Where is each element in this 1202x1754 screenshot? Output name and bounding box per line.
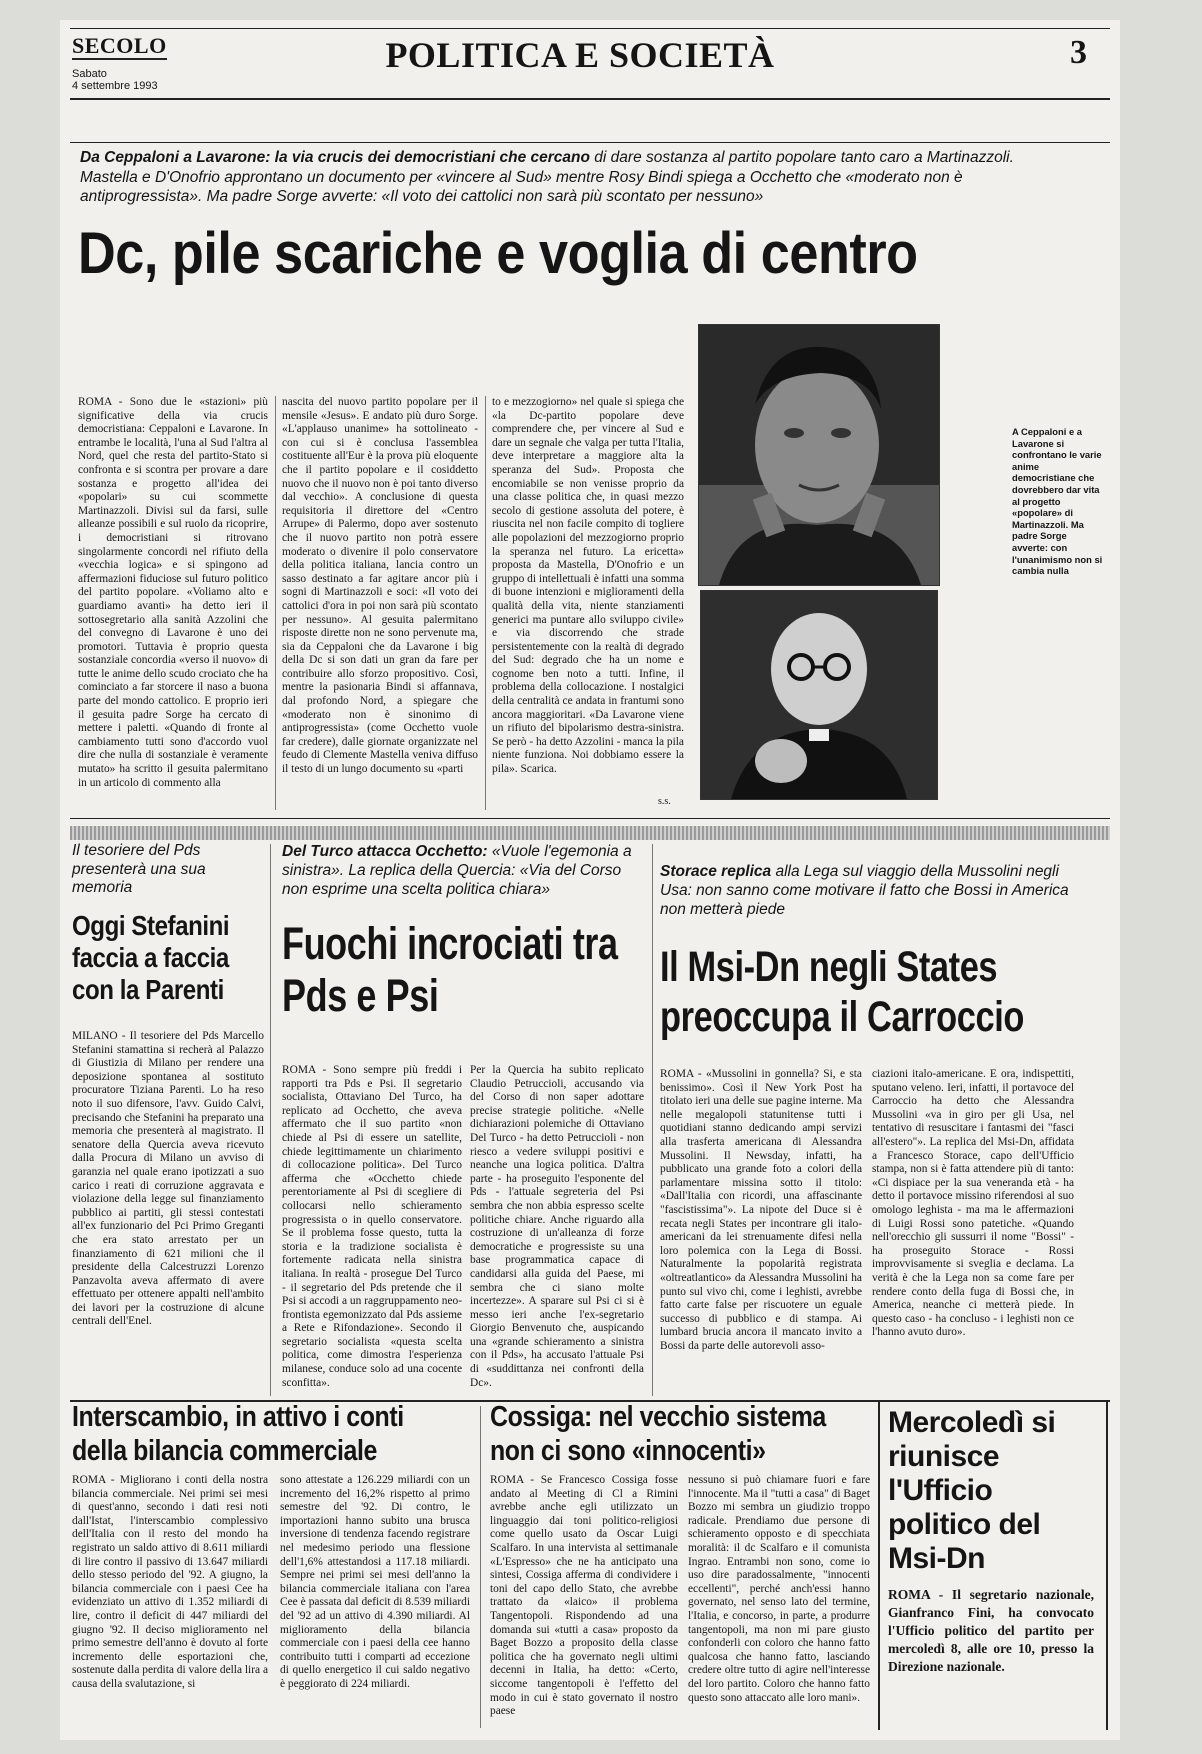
bilancia-body-col-2 <box>280 1474 470 1728</box>
fuochi-kicker <box>282 842 642 899</box>
cossiga-headline: Cossiga: nel vecchio sistema non ci sono «innocenti» <box>490 1401 826 1467</box>
masthead-rule <box>70 98 1110 100</box>
lead-kicker-rest: di dare sostanza al partito popolare tanto caro a Martinazzoli. Mastella e D'Onofrio approntano un documento per «vincere al Sud» mentre Rosy Bindi spiega a Occhetto che «moderato non è antiprogressista». Ma padre Sorge avverte: «Il voto dei cattolici non sarà più scontato per nessuno» <box>80 149 1014 205</box>
bilancia-headline: Interscambio, in attivo i conti della bilancia commerciale <box>72 1401 404 1467</box>
lead-body-text-2: nascita del nuovo partito popolare per il mensile «Jesus». E andato più duro Sorge. «L'applauso unanime» ha sottolineato - con cui si è conclusa l'assemblea costituente all'Eur è la prova più eloquente che il partito popolare e il cosiddetto nuovo che il nuovo non è poi tanto diverso dal vecchio». A conclusione di questa requisitoria il direttore del «Centro Arrupe» di Palermo, dopo aver sostenuto che il nuovo partito non potrà essere moderato o divenire il polo conservatore della politica italiana, lancia contro un sasso destinato a far agitare ancor più i sogni di Martinazzoli e soci: «Il voto dei cattolici d'ora in poi non sarà più scontato per nessuno». Al gesuita palermitano risposte dirette non ne sono pervenute ma, sia da Ceppaloni che da Lavarone i big della Dc si son dati un gran da fare per contribuire allo sforzo propositivo. Così, mentre la pasionaria Bindi si affannava, dal profondo Nord, a spiegare che «moderato non è sinonimo di antiprogressista» (come Occhetto vuole far credere), dalle giornate organizzate nel feudo di Clemente Mastella veniva diffuso il testo di un lungo documento su «parti <box>282 396 478 776</box>
stefanini-body-text: MILANO - Il tesoriere del Pds Marcello Stefanini stamattina si recherà al Palazzo di Giustizia di Milano per rendere una deposizione spontanea al sostituto procuratore Tiziana Parenti. Lo ha reso noto il suo difensore, l'avv. Guido Calvi, precisando che Stefanini ha preparato una memoria che presenterà al magistrato. Il senatore della Quercia aveva ricevuto dalla Procura di Milano un avviso di garanzia nel quale erano ipotizzati a suo carico i reati di corruzione aggravata e violazione della legge sul finanziamento pubblico ai partiti, gli stessi contestati all'ex funzionario del Pci Primo Greganti che era stato arrestato per un finanziamento di 621 milioni che il presidente della Calcestruzzi Lorenzo Panzavolta aveva affermato di avere effettuato per ottenere appalti nell'ambito dei lavori per la costruzione di alcune centrali dell'Enel. <box>72 1030 264 1328</box>
lead-box-bottom <box>70 818 1110 819</box>
lead-box-top <box>70 142 1110 143</box>
ufficio-body: ROMA - Il segretario nazionale, Gianfranco Fini, ha convocato l'Ufficio politico del partito per mercoledì 8, alle ore 10, presso la Direzione nazionale. <box>888 1587 1094 1674</box>
page-number: 3 <box>1070 34 1087 71</box>
photo-politician <box>698 324 940 586</box>
cossiga-body-col-1 <box>490 1474 678 1728</box>
col-divider <box>480 1406 481 1728</box>
photo-priest <box>700 590 938 800</box>
fuochi-body-col-1 <box>282 1064 462 1396</box>
fuochi-body-text-2: Per la Quercia ha subito replicato Claudio Petruccioli, accusando via del Corso di non saper adottare precise strategie politiche. «Nelle dichiarazioni polemiche di Ottaviano Del Turco - ha detto Petruccioli - non riesco a vedere sviluppi positivi e neanche una logica politica. D'altra parte - ha proseguito l'esponente del Pds - l'attuale segreteria del Psi sembra che non abbia espresso scelte politiche chiare. Anche riguardo alla costruzione di un'alleanza di forze democratiche e progressiste su una base programmatica capace di candidarsi alla guida del Paese, mi sembra che ci siano molte incertezze». A sparare sul Psi ci si è messo ieri anche l'ex-segretario Giorgio Benvenuto che, auspicando una «grande schieramento a sinistra con il Pds», ha accusato l'attuale Psi di «suddittanza nei confronti della Dc». <box>470 1064 644 1389</box>
section-divider <box>70 826 1110 840</box>
msi-body-text-1: ROMA - «Mussolini in gonnella? Si, e sta benissimo». Così il New York Post ha titolato ieri una delle sue pagine interne. Ma nelle megalopoli statunitense tutti i quotidiani stanno dedicando ampi servizi alla trasferta americana di Alessandra Mussolini. Il Newsday, infatti, ha pubblicato una grande foto a colori della parlamentare missina sotto il titolo: «Dall'Italia con ricordi, una affascinante "fascistissima"». La nipote del Duce si è recata negli States per incontrare gli italo-americani da lei strenuamente difesi nella loro polemica con la Lega di Bossi. Naturalmente la popolarità registrata «oltreatlantico» da Alessandra Mussolini ha punto sul vivo chi, come i leghisti, avrebbe fatto carte false per riscuotere un eguale successo di pubblico e di stampa. Ai lumbard brucia ancora il mancato invito a Bossi da parte delle autorevoli asso- <box>660 1068 862 1352</box>
bilancia-body-col-1 <box>72 1474 268 1728</box>
paper-name: SECOLO <box>72 33 167 58</box>
msi-body-text-2: ciazioni italo-americane. E ora, indispettiti, sputano veleno. Ieri, infatti, il portavoce del Carroccio ha detto che Alessandra Mussolini «va in giro per gli Usa, nel tentativo di resuscitare i fantasmi dei "fasci all'estero"». La replica del Msi-Dn, affidata a Francesco Storace, capo dell'Ufficio stampa, non si è fatta attendere più di tanto: «Ci dispiace per la sua veneranda età - ha detto il portavoce missino riferendosi al suo omologo leghista - ma ma le affermazioni di Luigi Rossi sono patetiche. «Quando nell'orecchio gli sussurri il nome "Bossi" - ha proseguito Storace - Rossi improvvisamente si sveglia e declama. La verità è che la Lega non sa come fare per rendere conto della fuga di Bossi che, in America, neanche ci metterà piede. In questo caso - ha concluso - i leghisti non ce l'hanno avuto duro». <box>872 1068 1074 1339</box>
lead-body-col-3 <box>492 396 684 794</box>
fuochi-kicker-rest: «Vuole l'egemonia a sinistra». La replica della Quercia: «Via del Corso non esprime una scelta politica chiara» <box>282 843 632 898</box>
newspaper-page <box>60 20 1120 1740</box>
masthead-rule-top <box>70 28 1110 29</box>
cossiga-body-text-1: ROMA - Se Francesco Cossiga fosse andato al Meeting di Cl a Rimini avrebbe anche egli utilizzato un linguaggio dai toni politico-religiosi come quello usato da Oscar Luigi Scalfaro. In una intervista al settimanale «L'Espresso» che ne ha anticipato una sintesi, Cossiga afferma di condividere i toni del capo dello Stato, che avrebbe trattato da «laico» il problema Tangentopoli. Rispondendo ad una domanda sui «tutti a casa» proposto da Baget Bozzo a proposito della classe politica che ha governato negli ultimi decenni in Italia, ha detto: «Certo, siccome tangentopoli è l'effetto del modo in cui è stato governato il nostro paese <box>490 1474 678 1718</box>
msi-kicker <box>660 862 1080 919</box>
masthead-date: 4 settembre 1993 <box>72 80 158 92</box>
col-divider <box>485 396 486 810</box>
photo-caption: A Ceppaloni e a Lavarone si confrontano le varie anime democristiane che dovrebbero dar vita al progetto «popolare» di Martinazzoli. Ma padre Sorge avverte: con l'unanimismo non si cambia nulla <box>1012 426 1103 577</box>
lead-byline: s.s. <box>658 796 671 807</box>
msi-body-col-2 <box>872 1068 1074 1396</box>
lead-body-col-2 <box>282 396 478 810</box>
msi-kicker-rest: alla Lega sul viaggio della Mussolini negli Usa: non sanno come motivare il fatto che Bossi in America non metterà piede <box>660 863 1069 918</box>
fuochi-body-text-1: ROMA - Sono sempre più freddi i rapporti tra Pds e Psi. Il segretario socialista, Ottaviano Del Turco, ha replicato ad Occhetto, che aveva affermato che il suo partito «non chiede al Psi di essere un satellite, chiede legittimamente un chiarimento di collocazione politica». Del Turco afferma che «Occhetto chiede perentoriamente al Psi di scegliere di collocarsi nello schieramento progressista o in quello conservatore. Se il problema fosse questo, tutta la storia e la tradizione socialista è fortemente radicata nella sinistra italiana. In realtà - prosegue Del Turco - il segretario del Pds pretende che il Psi si accodi a un raggruppamento neo-frontista egemonizzato dal Pds assieme a Rete e Rifondazione». Secondo il segretario socialista «questa scelta politica, come dimostra l'esperienza milanese, conduce solo ad una cocente sconfitta». <box>282 1064 462 1389</box>
fuochi-headline: Fuochi incrociati tra Pds e Psi <box>282 918 618 1021</box>
fuochi-body-col-2 <box>470 1064 644 1396</box>
stefanini-headline: Oggi Stefanini faccia a faccia con la Parenti <box>72 910 230 1005</box>
cossiga-body-col-2 <box>688 1474 870 1728</box>
msi-headline: Il Msi-Dn negli States preoccupa il Carroccio <box>660 943 1024 1041</box>
section-title: POLITICA E SOCIETÀ <box>385 35 775 75</box>
stefanini-body <box>72 1030 264 1392</box>
msi-body-col-1 <box>660 1068 862 1396</box>
lead-headline: Dc, pile scariche e voglia di centro <box>78 221 918 286</box>
col-divider <box>275 396 276 810</box>
lead-body-text-3: to e mezzogiorno» nel quale si spiega che «la Dc-partito popolare deve comprendere che, per vincere al Sud e dare un segnale che valga per tutta l'Italia, deve interpretare a maggiore alta la speranza del Sud». Proposta che encomiabile se non venisse proprio da una classe politica che, in quasi mezzo secolo di gestione assoluta del potere, è riuscita nel non facile compito di togliere alle popolazioni del mezzogiorno proprio la speranza nel futuro. La ericetta» proposta da Mastella, D'Onofrio e un gruppo di intellettuali è infatti una somma di buone intenzioni e miglioramenti della qualità della vita, niente stanziamenti generici ma puntare allo sviluppo civile» e via discorrendo che strade persistentemente con la realtà di degrado del Sud: degrado che ha un nome e cognome ben noto a tutti. Infine, il problema della collocazione. I nostalgici della centralità ce andata in frantumi sono ancora maggioritari. «Da Lavarone viene un rifiuto del bipolarismo destra-sinistra. Se però - ha detto Azzolini - manca la pila niente funziona. Noi dobbiamo essere la pila». Scarica. <box>492 396 684 776</box>
fuochi-kicker-bold: Del Turco attacca Occhetto: <box>282 843 488 860</box>
col-divider <box>270 844 271 1396</box>
col-divider <box>652 844 653 1396</box>
cossiga-body-text-2: nessuno si può chiamare fuori e fare l'innocente. Ma il "tutti a casa" di Baget Bozzo mi sembra un giudizio troppo radicale. Prendiamo due persone di schieramento opposto e di specchiata moralità: il dc Scalfaro e il comunista Ingrao. Entrambi non sono, come io uso dire paradossalmente, "innocenti eccellenti", perché anch'essi hanno governato, nel senso lato del termine, l'Italia, e concorso, in parte, a produrre tangentopoli, ma non mi pare giusto confonderli con coloro che hanno fatto qualcosa che hanno fatto, lasciando credere oltre tutto di agire nell'interesse del loro partito. Coloro che hanno fatto questo sono attaccato alle loro mani». <box>688 1474 870 1704</box>
msi-kicker-bold: Storace replica <box>660 863 772 880</box>
stefanini-kicker: Il tesoriere del Pds presenterà una sua memoria <box>72 842 206 896</box>
lead-kicker <box>80 148 1070 207</box>
ufficio-headline: Mercoledì si riunisce l'Ufficio politico del Msi-Dn <box>888 1406 1056 1575</box>
bilancia-body-text-2: sono attestate a 126.229 miliardi con un incremento del 16,2% rispetto al primo semestre del '92. Di contro, le importazioni hanno subito una brusca inversione di tendenza facendo registrare nel medesimo periodo una flessione dell'1,6% attestandosi a 117.18 miliardi. Sempre nei primi sei mesi dell'anno la bilancia commerciale italiana con l'area Cee è passata dal deficit di 8.539 miliardi del '92 ad un attivo di 4.390 miliardi. Al miglioramento della bilancia commerciale con i paesi della cee hanno contribuito tutti i comparti ad eccezione di quello energetico il cui saldo negativo è peggiorato di 224 miliardi. <box>280 1474 470 1690</box>
lead-kicker-bold: Da Ceppaloni a Lavarone: la via crucis dei democristiani che cercano <box>80 149 590 166</box>
bilancia-body-text-1: ROMA - Migliorano i conti della nostra bilancia commerciale. Nei primi sei mesi di quest'anno, secondo i dati resi noti dall'Istat, l'interscambio complessivo dell'Italia con il resto del mondo ha registrato un saldo attivo di 8.611 miliardi di lire contro il passivo di 13.647 miliardi dello stesso periodo del '92. A giugno, la bilancia commerciale con i paesi Cee ha evidenziato un attivo di 1.352 miliardi di lire, contro il deficit di 447 miliardi del giugno '92. Il deciso miglioramento nel primo semestre dell'anno è dovuto al forte incremento delle esportazioni che, sostenute dalla perdita di valore della lira a causa della svalutazione, si <box>72 1474 268 1690</box>
masthead-day: Sabato <box>72 68 107 80</box>
lead-body-col-1 <box>78 396 268 810</box>
lead-body-text-1: ROMA - Sono due le «stazioni» più significative della via crucis democristiana: Ceppaloni e Lavarone. In entrambe le località, l'una al Sud l'altra al Nord, quel che resta del partito-Stato si confronta e si scontra per provare a dare sostanza e progetto all'idea dei «popolari» su cui scommette Martinazzoli. Divisi sul da farsi, sulle alleanze possibili e sul ruolo da ricoprire, i democristiani si ritrovano singolarmente concordi nel rifiuto della «vecchia logica» e si spingono ad affermazioni fiduciose sul futuro politico del partito popolare. «Voliamo alto e guardiamo avanti» ha detto ieri il sottosegretario alla sanità Azzolini che del convegno di Lavarone è uno dei promotori. Tuttavia è proprio questa sostanziale concordia «verso il nuovo» di tutte le anime dello scudo crociato che ha cominciato a far storcere il naso a buona parte del mondo cattolico. E proprio ieri il gesuita padre Sorge ha cercato di mettere i paletti. «Quando di fronte al cambiamento tutti sono d'accordo vuol dire che nulla di sostanziale è veramente mutato» ha scritto il gesuita palermitano in un articolo di commento alla <box>78 396 268 789</box>
